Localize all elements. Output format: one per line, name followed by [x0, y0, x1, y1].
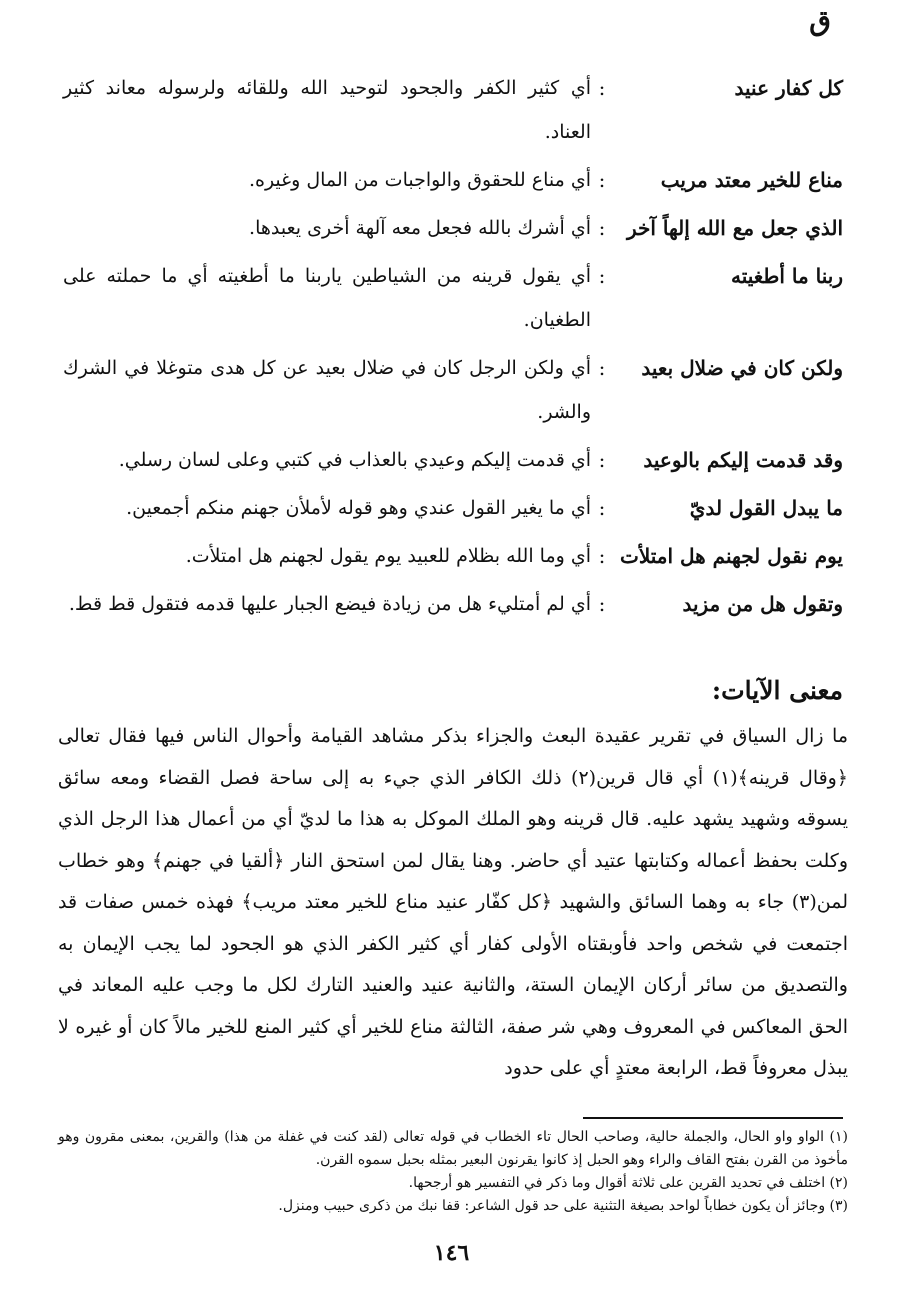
glossary-row [63, 206, 843, 250]
word-glossary [63, 66, 843, 630]
glossary-definition: أي ما يغير القول عندي وهو قوله لأملأن جهنم منكم أجمعين. [126, 497, 591, 519]
glossary-definition: أي أشرك بالله فجعل معه آلهة أخرى يعبدها. [249, 217, 591, 239]
glossary-term: ولكن كان في ضلال بعيد [641, 356, 843, 380]
glossary-definition: أي وما الله بظلام للعبيد يوم يقول لجهنم هل امتلأت. [185, 545, 591, 567]
section-heading: معنى الآيات: [711, 676, 843, 705]
footnote-divider [583, 1117, 843, 1119]
glossary-term: ربنا ما أطغيته [730, 264, 843, 288]
glossary-term: وقد قدمت إليكم بالوعيد [643, 448, 843, 472]
glossary-row [63, 254, 843, 342]
glossary-term: مناع للخير معتد مريب [660, 168, 843, 192]
glossary-row [63, 158, 843, 202]
glossary-separator: : [598, 76, 606, 100]
glossary-row [63, 346, 843, 434]
glossary-definition: أي قدمت إليكم وعيدي بالعذاب في كتبي وعلى لسان رسلي. [118, 449, 591, 471]
footnote-1: (١) الواو واو الحال، والجملة حالية، وصاحب الحال تاء الخطاب في قوله تعالى (لقد كنت في غفلة من هذا) والقرين، بمعنى مقرون وهو مأخوذ من القرن بفتح القاف والراء وهو الحبل إذ كانوا يقرنون البعير بمثله بحبل سموه القرن. [58, 1129, 848, 1168]
glossary-row [63, 582, 843, 626]
footnote-2: (٢) اختلف في تحديد القرين على ثلاثة أقوال وما ذكر في التفسير هو أرجحها. [408, 1175, 848, 1191]
glossary-separator: : [598, 168, 606, 192]
glossary-definition: أي يقول قرينه من الشياطين ياربنا ما أطغيته أي ما حملته على الطغيان. [63, 265, 591, 331]
glossary-separator: : [598, 496, 606, 520]
glossary-definition: أي لم أمتليء هل من زيادة فيضع الجبار عليها قدمه فتقول قط قط. [68, 593, 591, 615]
glossary-row [63, 66, 843, 154]
glossary-separator: : [598, 216, 606, 240]
glossary-separator: : [598, 592, 606, 616]
footnote-3: (٣) وجائز أن يكون خطاباً لواحد بصيغة التثنية على حد قول الشاعر: قفا نبك من ذكرى حبيب ومنزل. [278, 1198, 848, 1214]
glossary-definition: أي مناع للحقوق والواجبات من المال وغيره. [248, 169, 591, 191]
glossary-row [63, 534, 843, 578]
glossary-definition: أي ولكن الرجل كان في ضلال بعيد عن كل هدى متوغلا في الشرك والشر. [63, 357, 591, 423]
glossary-term: ما يبدل القول لديّ [689, 496, 843, 520]
page-number: ١٤٦ [433, 1240, 470, 1266]
footnotes [58, 1126, 848, 1218]
glossary-term: كل كفار عنيد [734, 76, 843, 100]
glossary-separator: : [598, 544, 606, 568]
glossary-term: وتقول هل من مزيد [682, 592, 843, 616]
glossary-term: يوم نقول لجهنم هل امتلأت [619, 544, 843, 568]
glossary-definition: أي كثير الكفر والجحود لتوحيد الله وللقائه ولرسوله معاند كثير العناد. [63, 77, 591, 143]
glossary-row [63, 438, 843, 482]
glossary-separator: : [598, 264, 606, 288]
commentary-paragraph: ما زال السياق في تقرير عقيدة البعث والجزاء بذكر مشاهد القيامة وأحوال الناس فيها فقال تعالى ﴿وقال قرينه﴾(١) أي قال قرين(٢) ذلك الكافر الذي جيء به إلى ساحة فصل القضاء ومعه سائق يسوقه وشهيد يشهد عليه. قال قرينه وهو الملك الموكل به هذا ما لديّ أي من أعمال هذا الرجل الذي وكلت بحفظ أعماله وكتابتها عتيد أي حاضر. وهنا يقال لمن استحق النار ﴿ألقيا في جهنم﴾ وهو خطاب لمن(٣) جاء به وهما السائق والشهيد ﴿كل كفّار عنيد مناع للخير معتد مريب﴾ فهذه خمس صفات قد اجتمعت في شخص واحد فأوبقتاه الأولى كفار أي كثير الكفر الذي هو الجحود لما يجب الإيمان به والتصديق من سائر أركان الإيمان الستة، والثانية عنيد والعنيد التارك لكل ما وجب عليه المعاند في الحق المعاكس في المعروف وهي شر صفة، الثالثة مناع للخير أي كثير المنع للخير مالاً كان أو غيره لا يبذل معروفاً قط، الرابعة معتدٍ أي على حدود [58, 725, 848, 1079]
surah-header-mark: ق [809, 4, 831, 37]
glossary-term: الذي جعل مع الله إلهاً آخر [626, 216, 843, 240]
glossary-separator: : [598, 356, 606, 380]
glossary-separator: : [598, 448, 606, 472]
glossary-row [63, 486, 843, 530]
